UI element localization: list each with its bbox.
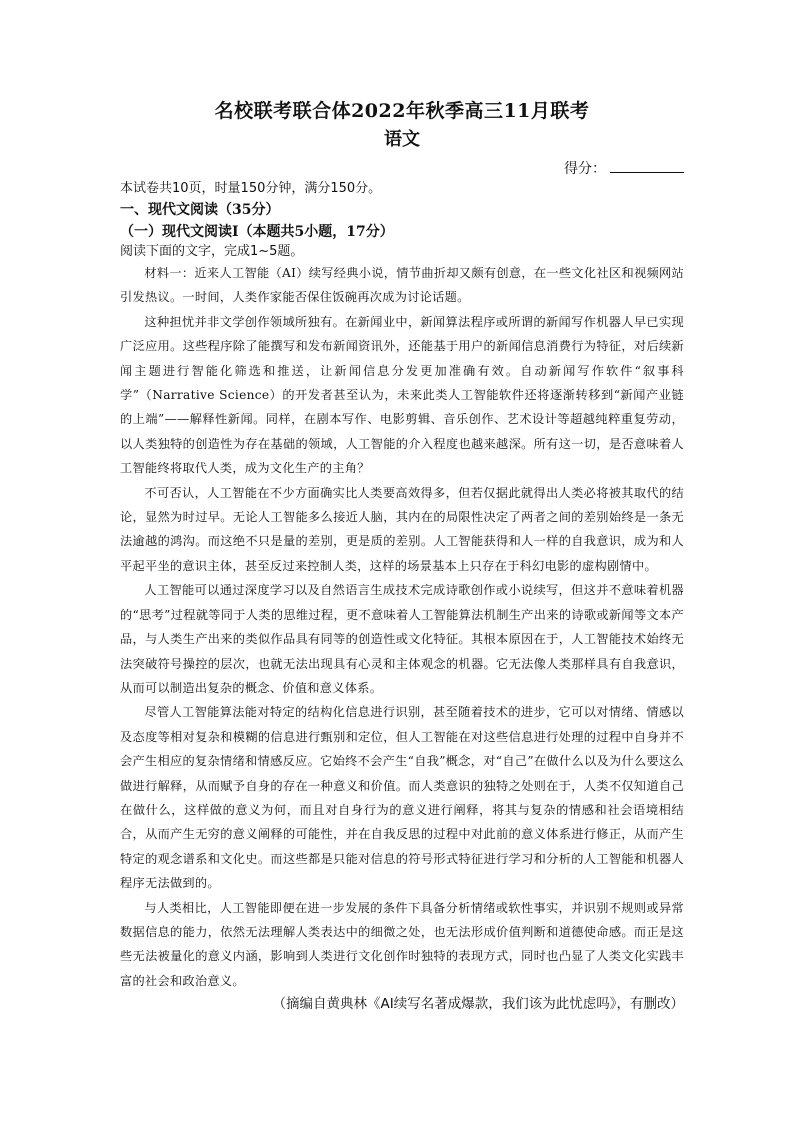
article-paragraph: 不可否认，人工智能在不少方面确实比人类要高效得多，但若仅据此就得出人类必将被其取代的结论，显然为时过早。无论人工智能多么接近人脑，其内在的局限性决定了两者之间的差别始终是一条无法逾越的鸿沟。而这绝不只是量的差别，更是质的差别。人工智能获得和人一样的自我意识，成为和人平起平坐的意识主体，甚至反过来控制人类，这样的场景基本上只存在于科幻电影的虚构剧情中。 xyxy=(120,485,684,573)
score-blank-line xyxy=(610,158,684,173)
article-paragraph: 人工智能可以通过深度学习以及自然语言生成技术完成诗歌创作或小说续写，但这并不意味着机器的“思考”过程就等同于人类的思维过程，更不意味着人工智能算法机制生产出来的诗歌或新闻等文本产品，与人类生产出来的类似作品具有同等的创造性或文化特征。其根本原因在于，人工智能技术始终无法突破符号操控的层次，也就无法出现具有心灵和主体观念的机器。它无法像人类那样具有自我意识，从而可以制造出复杂的概念、价值和意义体系。 xyxy=(120,583,684,695)
score-label: 得分： xyxy=(564,161,606,177)
subsection-title: （一）现代文阅读Ⅰ（本题共5小题，17分） xyxy=(120,224,394,240)
article-paragraph: 材料一：近来人工智能（AI）续写经典小说，情节曲折却又颇有创意，在一些文化社区和视频网站引发热议。一时间，人类作家能否保住饭碗再次成为讨论话题。 xyxy=(120,266,684,305)
exam-info: 本试卷共10页，时量150分钟，满分150分。 xyxy=(120,181,382,196)
article-source: （摘编自黄典林《AI续写名著成爆款，我们该为此忧虑吗》，有删改） xyxy=(272,996,684,1013)
score-row xyxy=(120,158,684,179)
subject-title: 语文 xyxy=(384,129,420,150)
exam-title: 名校联考联合体2022年秋季高三11月联考 xyxy=(214,100,590,122)
article-paragraph: 与人类相比，人工智能即便在进一步发展的条件下具备分析情绪或软性事实，并识别不规则或异常数据信息的能力，依然无法理解人类表达中的细微之处，也无法形成价值判断和道德使命感。而正是这些无法被量化的意义内涵，影响到人类进行文化创作时独特的表现方式，同时也凸显了人类文化实践丰富的社会和政治意义。 xyxy=(120,900,684,988)
section-title: 一、现代文阅读（35分） xyxy=(120,202,280,218)
article-paragraph: 这种担忧并非文学创作领域所独有。在新闻业中，新闻算法程序或所谓的新闻写作机器人早已实现广泛应用。这些程序除了能撰写和发布新闻资讯外，还能基于用户的新闻信息消费行为特征，对后续新闻主题进行智能化筛选和推送，让新闻信息分发更加准确有效。自动新闻写作软件“叙事科学”（Narrative Science）的开发者甚至认为，未来此类人工智能软件还将逐渐转移到“新闻产业链的上端”——解释性新闻。同样，在剧本写作、电影剪辑、音乐创作、艺术设计等超越纯粹重复劳动，以人类独特的创造性为存在基础的领域，人工智能的介入程度也越来越深。所有这一切，是否意味着人工智能终将取代人类，成为文化生产的主角？ xyxy=(120,314,684,476)
reading-instruction: 阅读下面的文字，完成1~5题。 xyxy=(120,244,304,259)
article-paragraph: 尽管人工智能算法能对特定的结构化信息进行识别，甚至随着技术的进步，它可以对情绪、情感以及态度等相对复杂和模糊的信息进行甄别和定位，但人工智能在对这些信息进行处理的过程中自身并不会产生相应的复杂情绪和情感反应。它始终不会产生“自我”概念，对“自己”在做什么以及为什么要这么做进行解释，从而赋予自身的存在一种意义和价值。而人类意识的独特之处则在于，人类不仅知道自己在做什么，这样做的意义为何，而且对自身行为的意义进行阐释，将其与复杂的情感和社会语境相结合，从而产生无穷的意义阐释的可能性，并在自我反思的过程中对此前的意义体系进行修正，从而产生特定的观念谱系和文化史。而这些都是只能对信息的符号形式特征进行学习和分析的人工智能和机器人程序无法做到的。 xyxy=(120,705,684,891)
article-body xyxy=(120,261,684,993)
